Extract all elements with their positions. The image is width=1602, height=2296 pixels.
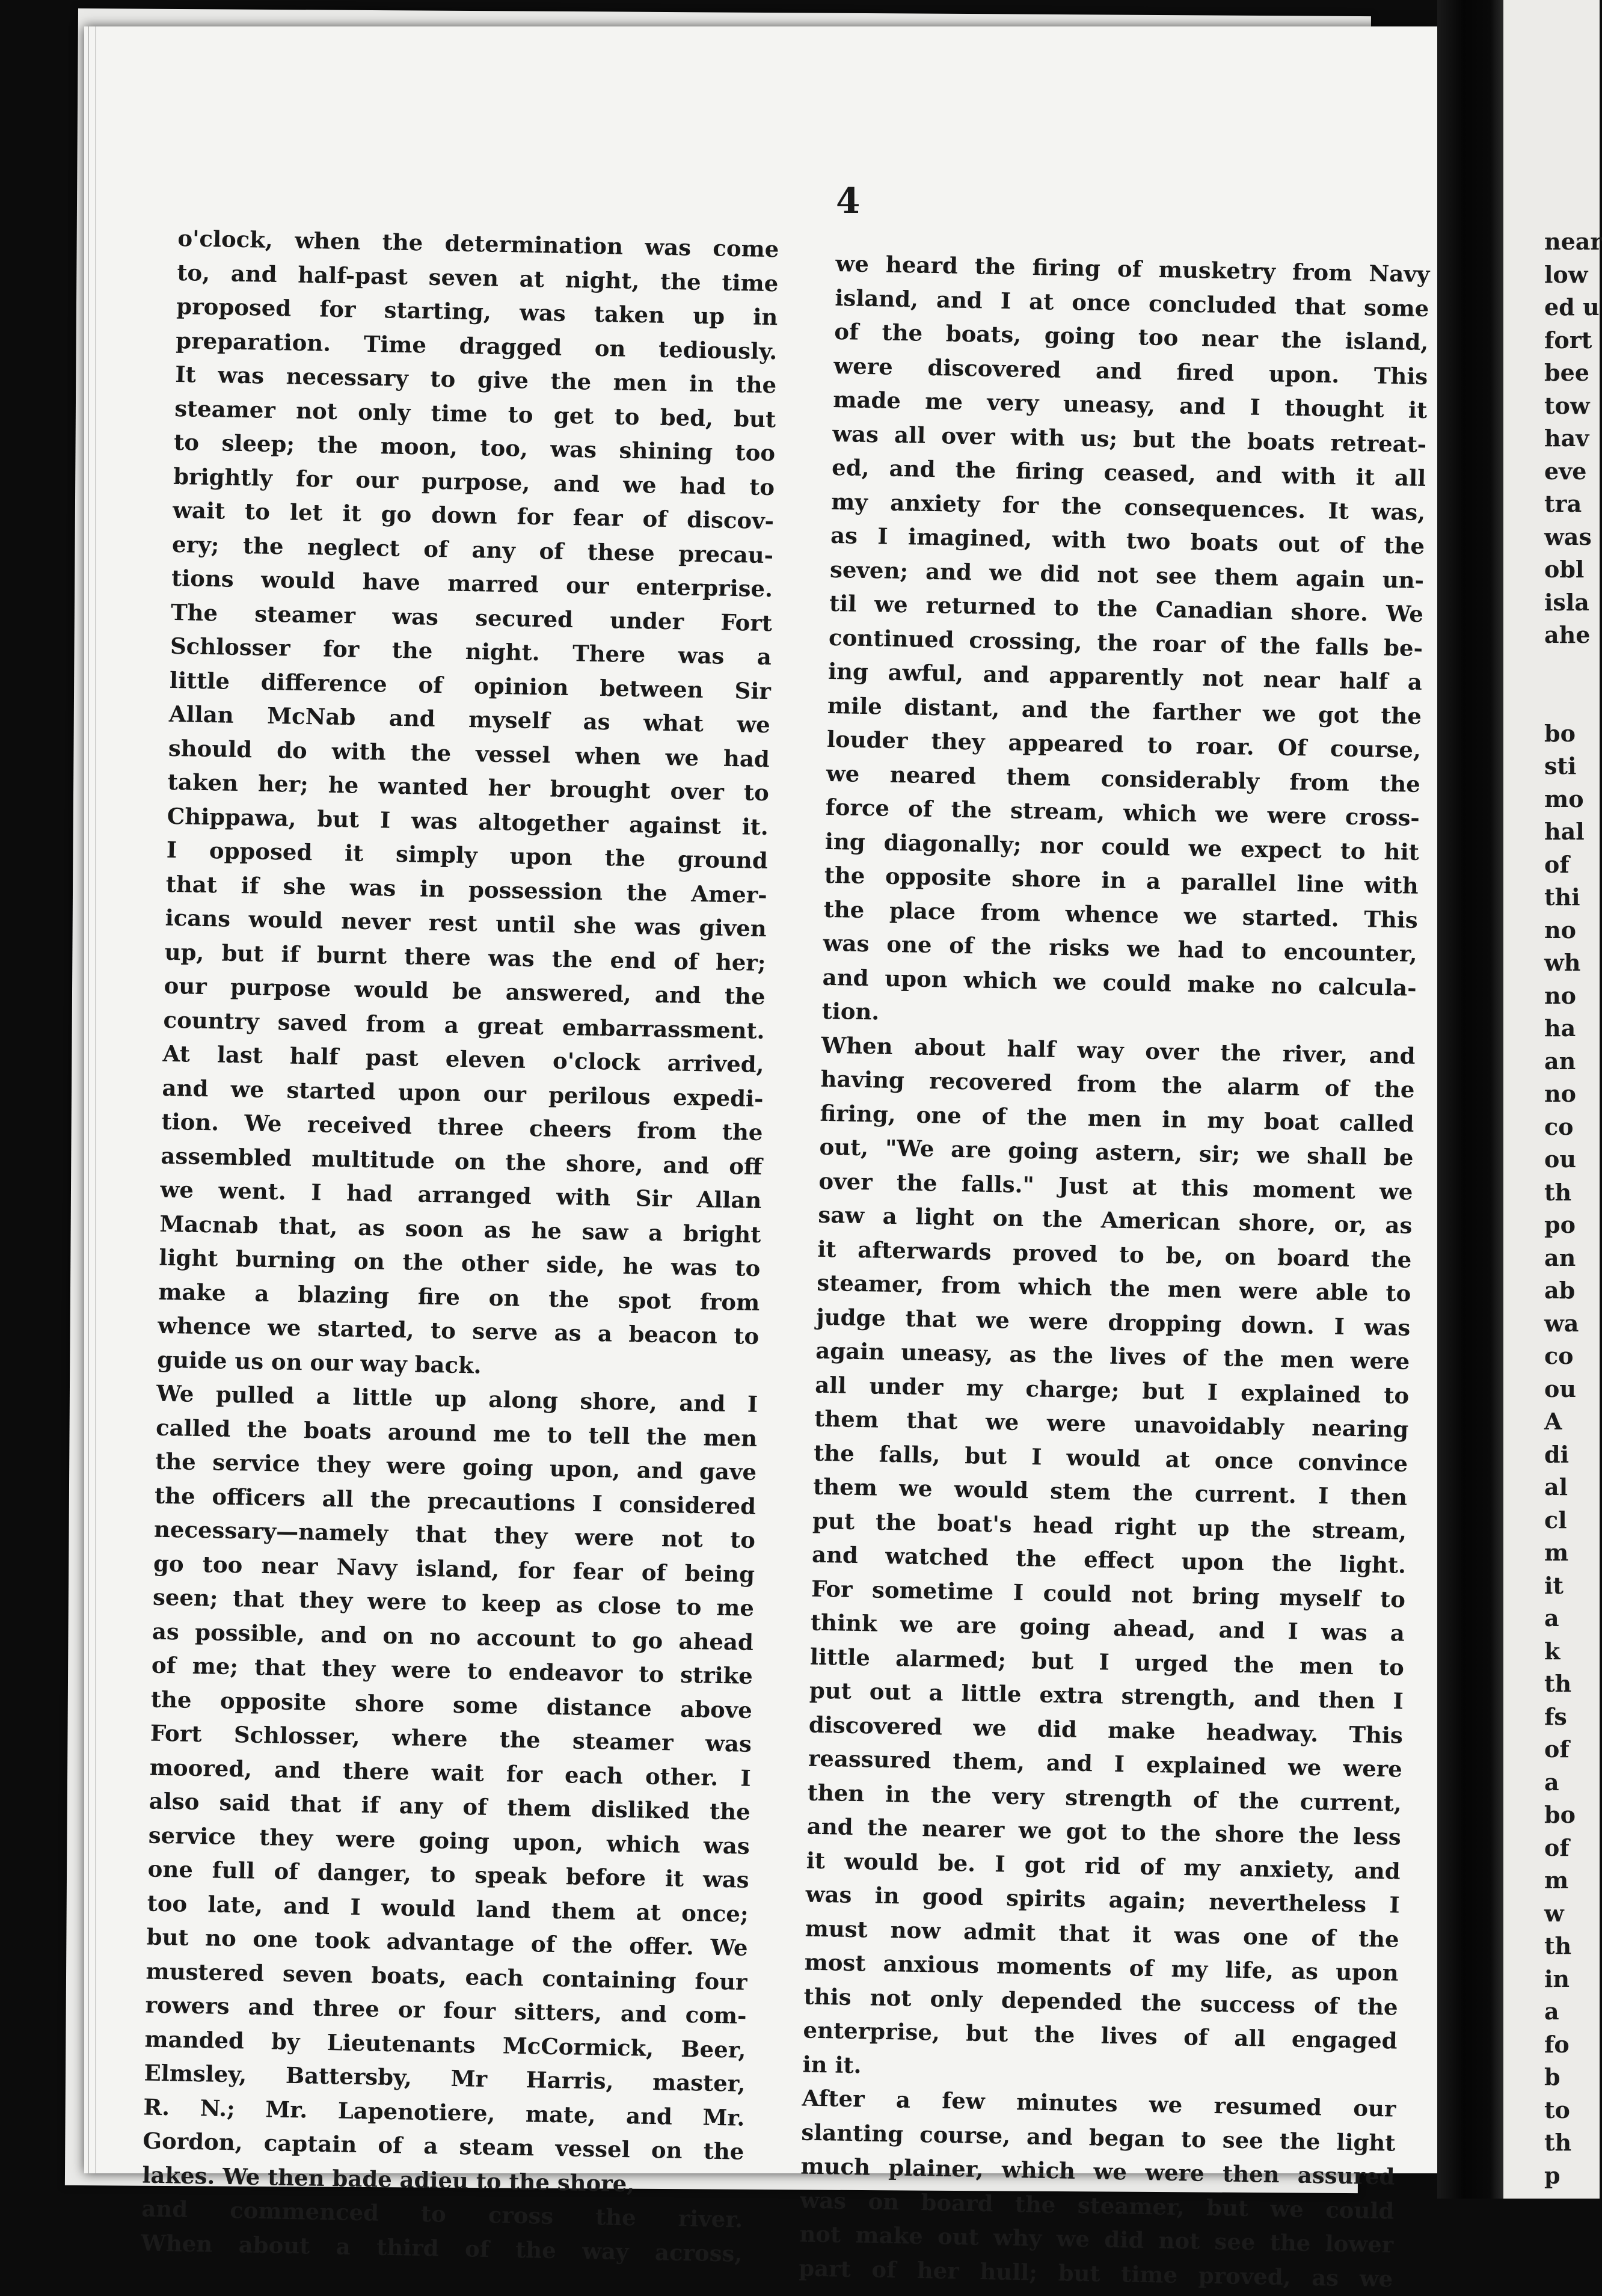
right-column-line: the falls, but I would at once convince [813, 1439, 1408, 1477]
right-column-line: all under my charge; but I explained to [814, 1371, 1410, 1409]
right-column-line: was one of the risks we had to encounter, [823, 929, 1418, 967]
right-column-line: and watched the effect upon the light. [811, 1541, 1407, 1579]
text-column-right [799, 247, 1430, 2296]
facing-page-fragment: b [1544, 2063, 1561, 2090]
right-column-line: put out a little extra strength, and then I [809, 1677, 1404, 1714]
facing-page-fragment: wa [1544, 1309, 1579, 1337]
left-column-line: assembled multitude on the shore, and off [161, 1142, 763, 1180]
left-column-line: too late, and I would land them at once; [147, 1889, 749, 1927]
right-column-line: When about half way over the river, and [821, 1031, 1416, 1069]
facing-page-fragment: th [1544, 2129, 1572, 2156]
left-column-line: Allan McNab and myself as what we [168, 700, 771, 738]
right-column-line: were discovered and fired upon. This [833, 352, 1428, 390]
left-column-line: necessary—namely that they were not to [153, 1515, 756, 1553]
right-column-line: judge that we were dropping down. I was [815, 1303, 1411, 1341]
left-column-line: to sleep; the moon, too, was shining too [173, 428, 776, 467]
right-column-line: then in the very strength of the current, [807, 1779, 1402, 1817]
left-column-line: tions would have marred our enterprise. [171, 564, 773, 603]
left-column-line: that if she was in possession the Amer- [165, 870, 768, 908]
left-column-line: brightly for our purpose, and we had to [173, 462, 775, 500]
left-column-line: should do with the vessel when we had [168, 734, 770, 772]
facing-page [1503, 0, 1600, 2199]
right-column-line: louder they appeared to roar. Of course, [826, 725, 1422, 763]
right-column-line: enterprise, but the lives of all engaged [803, 2016, 1398, 2054]
right-column-line: out, "We are going astern, sir; we shall be [819, 1133, 1414, 1171]
left-column-line: We pulled a little up along shore, and I [156, 1380, 758, 1417]
left-column-line: The steamer was secured under Fort [170, 598, 773, 636]
left-column-line: Fort Schlosser, where the steamer was [150, 1719, 752, 1757]
right-column-line: again uneasy, as the lives of the men were [815, 1337, 1410, 1375]
facing-page-fragment: po [1544, 1211, 1576, 1238]
left-column-line: When about a third of the way across, [140, 2229, 743, 2267]
right-column-line: steamer, from which the men were able to [817, 1269, 1411, 1307]
facing-page-fragment: in [1544, 1965, 1570, 1992]
facing-page-fragment: tra [1544, 490, 1582, 517]
left-column-line: ery; the neglect of any of these precau- [171, 530, 774, 568]
right-column-line: firing, one of the men in my boat called [820, 1099, 1414, 1137]
right-column-line: must now admit that it was one of the [805, 1915, 1399, 1953]
left-column-line: taken her; he wanted her brought over to [167, 768, 770, 806]
right-column-line: saw a light on the American shore, or, as [818, 1201, 1413, 1239]
facing-page-fragment: of [1544, 1736, 1570, 1763]
facing-page-fragment: p [1544, 2161, 1561, 2189]
facing-page-fragment: bo [1544, 1801, 1576, 1828]
right-column-line: was all over with us; but the boats retreat- [832, 420, 1427, 458]
left-column-line: also said that if any of them disliked the [149, 1787, 751, 1825]
right-column-line: For sometime I could not bring myself to [811, 1575, 1406, 1613]
facing-page-fragment: ed u [1544, 293, 1600, 321]
left-column-line: to, and half-past seven at night, the time [177, 259, 779, 296]
facing-page-fragment: an [1544, 1244, 1576, 1271]
left-column-line: our purpose would be answered, and the [164, 972, 766, 1010]
left-column-line: and commenced to cross the river. [141, 2195, 743, 2233]
left-column-line: mustered seven boats, each containing four [146, 1957, 747, 1995]
right-column-line: as I imagined, with two boats out of the [830, 521, 1425, 560]
facing-page-fragment: co [1544, 1342, 1574, 1369]
facing-page-fragment: th [1544, 1932, 1572, 1959]
right-column-line: we heard the firing of musketry from Navy [835, 250, 1430, 288]
right-column-line: reassured them, and I explained we were [808, 1745, 1403, 1782]
left-column-line: the service they were going upon, and gave [155, 1447, 757, 1485]
right-column-line: much plainer, which we were then assured [800, 2152, 1395, 2190]
page-edge-line [88, 26, 89, 2173]
left-column-line: up, but if burnt there was the end of her; [164, 938, 766, 976]
facing-page-fragment: cl [1544, 1506, 1567, 1533]
left-column-line: seen; that they were to keep as close to me [152, 1583, 755, 1621]
facing-page-fragment [1503, 684, 1602, 717]
left-column-line: make a blazing fire on the spot from [158, 1278, 760, 1316]
facing-page-fragment: no [1544, 1080, 1576, 1107]
left-column-line: one full of danger, to speak before it was [147, 1855, 750, 1893]
facing-page-fragment: was [1544, 523, 1592, 550]
facing-page-fragment: of [1544, 850, 1570, 878]
facing-page-fragment: mo [1544, 785, 1584, 812]
right-column-line: we neared them considerably from the [826, 760, 1421, 797]
left-column-line: guide us on our way back. [156, 1346, 482, 1379]
book-gutter [1437, 0, 1503, 2199]
left-column-line: country saved from a great embarrassment. [163, 1006, 765, 1044]
right-column-line: continued crossing, the roar of the falls be- [828, 624, 1423, 661]
right-column-line: in it. [802, 2050, 862, 2078]
right-column-line: them we would stem the current. I then [812, 1473, 1408, 1511]
facing-page-fragment: no [1544, 916, 1576, 944]
right-column-line: After a few minutes we resumed our [802, 2084, 1396, 2122]
right-column-line: mile distant, and the farther we got the [827, 692, 1422, 729]
right-column-line: part of her hull; but time proved, as we [798, 2254, 1393, 2292]
left-column-line: I opposed it simply upon the ground [166, 836, 769, 874]
left-column-line: light burning on the other side, he was to [159, 1244, 761, 1282]
right-column-line: made me very uneasy, and I thought it [832, 385, 1428, 424]
right-column-line: not make out why we did not see the lower [799, 2220, 1394, 2258]
right-column-line: seven; and we did not see them again un- [829, 556, 1425, 594]
left-column-line: we went. I had arranged with Sir Allan [160, 1176, 762, 1214]
left-column-line: but no one took advantage of the offer. We [146, 1923, 748, 1961]
facing-page-fragment: a [1544, 1768, 1559, 1796]
right-column-line: ed, and the firing ceased, and with it all [831, 453, 1426, 492]
left-column-line: rowers and three or four sitters, and com- [145, 1991, 747, 2029]
right-column-line: this not only depended the success of the [803, 1983, 1398, 2021]
facing-page-fragment: near [1544, 228, 1602, 255]
facing-page-fragment: an [1544, 1047, 1576, 1075]
right-column-line: the opposite shore in a parallel line with [824, 861, 1419, 899]
left-column-line: steamer not only time to get to bed, but [174, 394, 776, 432]
left-column-line: Gordon, captain of a steam vessel on the [143, 2127, 744, 2165]
facing-page-fragment: wh [1544, 949, 1581, 976]
right-column-line: was in good spirits again; nevertheless I [805, 1880, 1401, 1918]
left-column-line: as possible, and on no account to go ahead [152, 1618, 754, 1656]
facing-page-fragment: co [1544, 1113, 1574, 1140]
facing-page-fragment: fo [1544, 2030, 1570, 2058]
right-column-line: the place from whence we started. This [823, 895, 1419, 933]
facing-page-fragment: w [1544, 1899, 1564, 1927]
right-column-line: over the falls." Just at this moment we [818, 1167, 1413, 1205]
right-column-line: it afterwards proved to be, on board the [817, 1235, 1412, 1273]
right-column-line: and the nearer we got to the shore the less [806, 1813, 1402, 1850]
left-column-line: moored, and there wait for each other. I [149, 1754, 752, 1791]
text-column-left [141, 221, 779, 2271]
facing-page-fragment: a [1544, 1998, 1559, 2025]
right-column-line: island, and I at once concluded that some [835, 284, 1429, 322]
right-column-line: it would be. I got rid of my anxiety, and [806, 1847, 1401, 1885]
facing-page-fragment: obl [1544, 556, 1585, 583]
facing-page-fragment: ahe [1544, 621, 1591, 648]
right-column-line: my anxiety for the consequences. It was, [830, 488, 1426, 526]
right-column-line: of the boats, going too near the island, [834, 318, 1429, 356]
facing-page-text [1503, 226, 1602, 2192]
right-column-line: and upon which we could make no calcula- [822, 963, 1417, 1001]
facing-page-fragment: thi [1544, 883, 1580, 910]
facing-page-fragment: bo [1544, 719, 1576, 747]
left-column-line: and we started upon our perilous expedi- [162, 1074, 764, 1112]
left-column-line: Schlosser for the night. There was a [170, 632, 772, 671]
left-column-line: the officers all the precautions I considered [154, 1482, 756, 1520]
right-column-line: ing awful, and apparently not near half a [827, 657, 1423, 695]
left-column-line: called the boats around me to tell the men [155, 1414, 758, 1452]
facing-page-fragment: ou [1544, 1375, 1576, 1402]
facing-page-fragment: th [1544, 1178, 1572, 1206]
facing-page-fragment: hal [1544, 818, 1585, 845]
right-column-line: discovered we did make headway. This [808, 1711, 1404, 1749]
facing-page-fragment: tow [1544, 391, 1590, 419]
facing-page-fragment: ha [1544, 1014, 1576, 1042]
right-column-line: put the boat's head right up the stream, [812, 1507, 1407, 1545]
facing-page-fragment: k [1544, 1637, 1561, 1665]
right-column-line: tion. [821, 997, 880, 1025]
right-column-line: til we returned to the Canadian shore. We [829, 589, 1424, 628]
facing-page-fragment: th [1544, 1670, 1572, 1697]
right-column-line: having recovered from the alarm of the [820, 1065, 1415, 1103]
facing-page-fragment: bee [1544, 359, 1589, 386]
page-number: 4 [836, 180, 861, 221]
right-column-line: was on board the steamer, but we could [800, 2186, 1395, 2224]
left-column-line: preparation. Time dragged on tediously. [175, 327, 778, 364]
left-column-line: whence we started, to serve as a beacon to [157, 1312, 760, 1350]
facing-page-fragment: al [1544, 1473, 1568, 1500]
right-column-line: ing diagonally; nor could we expect to hit [824, 827, 1420, 865]
left-column-line: icans would never rest until she was given [165, 904, 767, 942]
left-column-line: Chippawa, but I was altogether against it. [167, 802, 769, 840]
left-column-line: It was necessary to give the men in the [174, 360, 777, 399]
left-column-line: wait to let it go down for fear of discov- [172, 496, 775, 535]
right-column-line: think we are going ahead, and I was a [810, 1609, 1405, 1647]
right-column-line: little alarmed; but I urged the men to [809, 1643, 1405, 1681]
facing-page-fragment: it [1544, 1571, 1564, 1599]
facing-page-fragment: ab [1544, 1277, 1576, 1304]
facing-page-fragment: a [1544, 1604, 1559, 1631]
left-column-line: o'clock, when the determination was come [177, 224, 779, 263]
facing-page-fragment: A [1544, 1408, 1562, 1435]
left-column-line: manded by Lieutenants McCormick, Beer, [144, 2025, 746, 2063]
facing-page-fragment: eve [1544, 457, 1587, 485]
left-column-line: tion. We received three cheers from the [161, 1108, 763, 1146]
facing-page-fragment: sti [1544, 752, 1577, 779]
facing-page-fragment: m [1544, 1867, 1569, 1894]
left-column-line: proposed for starting, was taken up in [176, 292, 778, 331]
facing-page-fragment: no [1544, 981, 1576, 1009]
left-column-line: go too near Navy island, for fear of being [153, 1550, 755, 1588]
facing-page-fragment: m [1544, 1539, 1569, 1566]
left-column-line: R. N.; Mr. Lapenotiere, mate, and Mr. [143, 2093, 745, 2131]
facing-page-fragment: of [1544, 1834, 1570, 1861]
facing-page-fragment: fs [1544, 1702, 1567, 1730]
facing-page-fragment: to [1544, 2096, 1570, 2123]
left-column-line: At last half past eleven o'clock arrived, [162, 1040, 764, 1078]
left-column-line: little difference of opinion between Sir [169, 666, 772, 704]
facing-page-fragment: hav [1544, 425, 1589, 452]
left-column-line: Elmsley, Battersby, Mr Harris, master, [144, 2059, 746, 2097]
facing-page-fragment: ou [1544, 1146, 1576, 1173]
facing-page-fragment: low [1544, 260, 1588, 288]
right-column-line: most anxious moments of my life, as upon [804, 1948, 1399, 1986]
facing-page-fragment [1503, 652, 1602, 685]
facing-page-fragment: di [1544, 1440, 1570, 1468]
left-column-line: lakes. We then bade adieu to the shore, [142, 2161, 635, 2197]
right-column-line: slanting course, and began to see the light [801, 2118, 1396, 2156]
facing-page-fragment: isla [1544, 588, 1589, 616]
left-column-line: of me; that they were to endeavor to strike [151, 1651, 753, 1689]
left-column-line: the opposite shore some distance above [150, 1686, 753, 1724]
right-column-line: them that we were unavoidably nearing [814, 1405, 1409, 1443]
facing-page-fragment: fort [1544, 326, 1592, 354]
right-column-line: force of the stream, which we were cross- [825, 793, 1420, 831]
left-column-line: Macnab that, as soon as he saw a bright [159, 1210, 761, 1248]
page-edge-line [95, 26, 96, 2173]
left-column-line: service they were going upon, which was [148, 1822, 750, 1859]
